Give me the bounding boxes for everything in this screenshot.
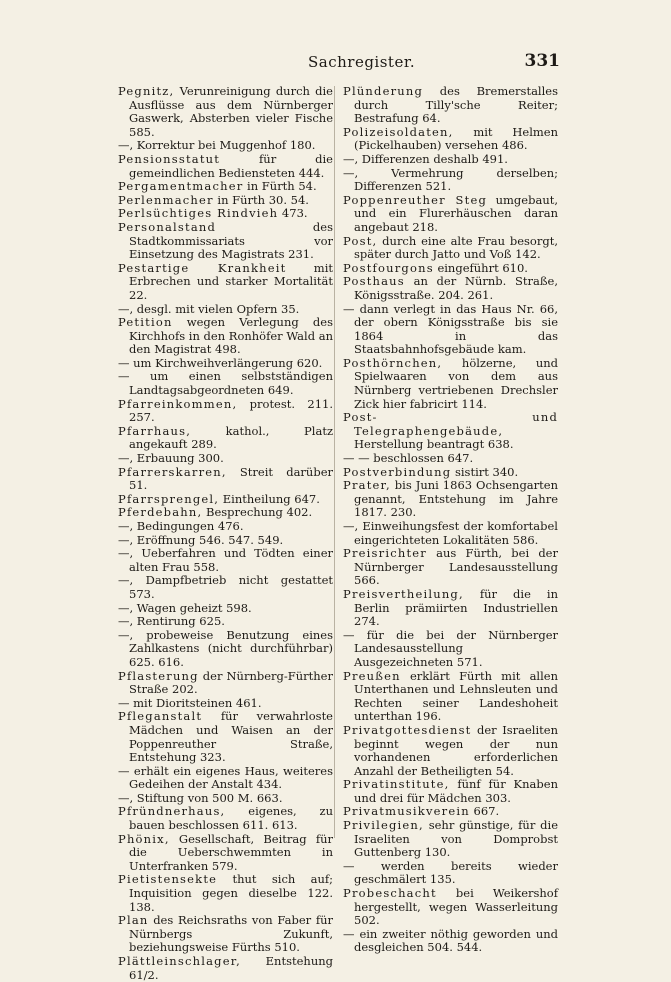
index-entry [118, 398, 333, 425]
entry-text: — für die bei der Nürnberger Landesausstellung Ausgezeichneten 571. [343, 627, 558, 669]
entry-text: fünf für Knaben und drei für Mädchen 303. [354, 777, 558, 805]
entry-headword: Pfarreinkommen, [118, 396, 238, 411]
index-entry [343, 167, 558, 194]
index-entry [118, 955, 333, 982]
entry-text: an der Nürnb. Straße, Königsstraße. 204. 261. [354, 274, 558, 302]
entry-text: — um Kirchweihverlängerung 620. [118, 355, 323, 370]
index-entry [118, 520, 333, 534]
index-entry [118, 85, 333, 139]
entry-text: des Reichsraths von Faber für Nürnbergs Zukunft, beziehungsweise Fürths 510. [129, 913, 333, 955]
index-entry [343, 819, 558, 860]
index-entry [343, 357, 558, 411]
entry-headword: Pflasterung [118, 668, 199, 683]
entry-text: Streit darüber 51. [129, 464, 333, 493]
entry-text: in Fürth 54. [243, 179, 317, 194]
index-entry [118, 914, 333, 955]
entry-headword: Probeschacht [343, 886, 437, 901]
entry-text: Verunreinigung durch die Ausflüsse aus dem Nürnberger Gaswerk, Absterben vieler Fische 585. [129, 84, 333, 139]
entry-text: —, Bedingungen 476. [118, 519, 244, 533]
index-entry [118, 697, 333, 711]
index-entry [118, 466, 333, 493]
entry-headword: Pfarrerskarren, [118, 464, 227, 479]
index-entry [343, 411, 558, 452]
entry-headword: Postfourgons [343, 260, 434, 275]
entry-headword: Pfarrsprengel, [118, 491, 220, 506]
entry-text: erklärt Fürth mit allen Unterthanen und Lehnsleuten und Rechten seiner Landeshoheit unterthan 196. [354, 668, 558, 724]
entry-text: der Nürnberg-Fürther Straße 202. [129, 668, 333, 697]
index-entry [343, 466, 558, 480]
entry-text: —, Dampfbetrieb nicht gestattet 573. [118, 573, 333, 601]
entry-headword: Perlsüchtiges Rindvieh [118, 206, 279, 221]
entry-text: mit Erbrechen und starker Mortalität 22. [129, 260, 333, 302]
index-entry [343, 724, 558, 778]
entry-text: hölzerne, und Spielwaaren von dem aus Nürnberg vertriebenen Drechsler Zick hier fabricirt 114. [354, 355, 558, 411]
entry-text: 473. [278, 206, 308, 221]
entry-headword: Privatmusikverein [343, 804, 470, 819]
entry-headword: Pergamentmacher [118, 179, 244, 194]
entry-headword: Pensionsstatut [118, 151, 221, 166]
entry-headword: Perlenmacher [118, 192, 214, 207]
entry-text: — dann verlegt in das Haus Nr. 66, der obern Königsstraße bis sie 1864 in das Staatsbahnhofsgebäude kam. [343, 301, 558, 357]
entry-text: für die in Berlin prämiirten Industriellen 274. [354, 586, 558, 629]
index-entry [343, 153, 558, 167]
index-entry [343, 126, 558, 153]
entry-text: durch eine alte Frau besorgt, später durch Jatto und Voß 142. [354, 233, 558, 262]
entry-headword: Posthörnchen, [343, 355, 443, 370]
index-entry [118, 493, 333, 507]
entry-headword: Post- und Telegraphengebäude, [343, 410, 558, 438]
index-entry [118, 602, 333, 616]
entry-text: wegen Verlegung des Kirchhofs in den Ronhöfer Wald an den Magistrat 498. [129, 315, 333, 357]
entry-text: —, Einweihungsfest der komfortabel eingerichteten Lokalitäten 586. [343, 519, 558, 547]
entry-headword: Pfarrhaus, [118, 423, 192, 438]
index-entry [118, 792, 333, 806]
entry-text: — um einen selbstständigen Landtagsabgeordneten 649. [118, 369, 333, 398]
entry-text: 667. [469, 804, 500, 819]
index-entry [118, 194, 333, 208]
entry-text: eigenes, zu bauen beschlossen 611. 613. [129, 804, 333, 833]
index-entry [343, 778, 558, 805]
index-entry [118, 547, 333, 574]
entry-headword: Post, [343, 233, 378, 248]
index-entry [343, 547, 558, 588]
entry-text: Besprechung 402. [202, 505, 313, 520]
index-entry [343, 194, 558, 235]
entry-text: mit Helmen (Pickelhauben) versehen 486. [354, 124, 558, 153]
index-entry [343, 670, 558, 724]
entry-text: —, Korrektur bei Muggenhof 180. [118, 138, 316, 153]
left-column [118, 85, 333, 982]
index-entry [118, 710, 333, 764]
index-entry [343, 805, 558, 819]
entry-headword: Pegnitz, [118, 84, 175, 98]
index-entry [118, 303, 333, 317]
entry-text: — erhält ein eigenes Haus, weiteres Gedeihen der Anstalt 434. [118, 763, 333, 792]
entry-text: des Bremerstalles durch Tilly'sche Reiter; Bestrafung 64. [354, 84, 558, 126]
index-entry [118, 615, 333, 629]
entry-text: sehr günstige, für die Israeliten von Domprobst Guttenberg 130. [354, 818, 558, 860]
entry-text: kathol., Platz angekauft 289. [129, 423, 333, 452]
index-entry [343, 479, 558, 520]
entry-text: in Fürth 30. 54. [213, 192, 309, 207]
index-entry [118, 873, 333, 914]
index-entry [118, 139, 333, 153]
entry-headword: Poppenreuther Steg [343, 192, 488, 207]
index-entry [118, 805, 333, 832]
entry-headword: Pfleganstalt [118, 709, 203, 724]
index-entry [118, 765, 333, 792]
index-entry [118, 316, 333, 357]
entry-headword: Personalstand [118, 219, 217, 234]
index-entry [118, 180, 333, 194]
entry-text: —, Eröffnung 546. 547. 549. [118, 532, 284, 547]
index-entry [118, 370, 333, 397]
entry-headword: Polizeisoldaten, [343, 124, 454, 139]
entry-text: —, desgl. mit vielen Opfern 35. [118, 301, 300, 316]
entry-headword: Pietistensekte [118, 872, 218, 887]
index-entry [118, 357, 333, 371]
entry-text: für die gemeindlichen Bediensteten 444. [129, 151, 333, 180]
index-entry [343, 275, 558, 302]
entry-text: —, Wagen geheizt 598. [118, 600, 252, 615]
index-entry [343, 452, 558, 466]
entry-text: —, Differenzen deshalb 491. [343, 151, 508, 166]
entry-headword: Pferdebahn, [118, 505, 203, 520]
entry-headword: Preisvertheilung, [343, 586, 464, 601]
entry-headword: Postverbindung [343, 464, 452, 479]
entry-text: umgebaut, und ein Flurerhäuschen daran angebaut 218. [354, 192, 558, 234]
index-entry [118, 153, 333, 180]
entry-text: —, probeweise Benutzung eines Zahlkastens (nicht durchführbar) 625. 616. [118, 627, 333, 669]
entry-text: protest. 211. 257. [129, 396, 333, 425]
entry-text: Gesellschaft, Beitrag für die Ueberschwemmten in Unterfranken 579. [129, 831, 333, 873]
entry-text: — — beschlossen 647. [343, 451, 474, 466]
entry-text: bei Weikershof hergestellt, wegen Wasserleitung 502. [354, 886, 558, 928]
entry-headword: Preisrichter [343, 546, 427, 561]
entry-text: —, Ueberfahren und Tödten einer alten Frau 558. [118, 546, 333, 574]
index-entry [118, 452, 333, 466]
page-number: 331 [524, 51, 560, 71]
entry-headword: Privilegien, [343, 818, 424, 833]
entry-headword: Plättleinschlager, [118, 954, 242, 968]
entry-text: Herstellung beantragt 638. [354, 437, 514, 452]
entry-headword: Preußen [343, 668, 401, 683]
entry-text: Entstehung 61/2. [129, 954, 333, 982]
entry-text: eingeführt 610. [433, 260, 528, 275]
entry-text: —, Vermehrung derselben; Differenzen 521. [343, 165, 558, 194]
entry-text: für verwahrloste Mädchen und Waisen an der Poppenreuther Straße, Entstehung 323. [129, 709, 333, 765]
entry-text: —, Erbauung 300. [118, 451, 224, 466]
page-header [118, 53, 560, 75]
entry-headword: Privatinstitute, [343, 777, 450, 792]
entry-text: der Israeliten beginnt wegen der nun vorhandenen erforderlichen Anzahl der Betheiligten 54. [354, 722, 558, 778]
entry-text: thut sich auf; Inquisition gegen dieselbe 122. 138. [129, 872, 333, 914]
index-entry [118, 629, 333, 670]
entry-headword: Privatgottesdienst [343, 722, 472, 737]
running-title: Sachregister. [308, 53, 416, 71]
entry-text: — werden bereits wieder geschmälert 135. [343, 858, 558, 887]
index-entry [118, 534, 333, 548]
entry-text: sistirt 340. [451, 464, 519, 479]
entry-text: —, Rentirung 625. [118, 614, 225, 629]
index-entry [343, 262, 558, 276]
entry-headword: Pfründnerhaus, [118, 804, 226, 819]
index-entry [118, 833, 333, 874]
index-entry [343, 860, 558, 887]
entry-text: aus Fürth, bei der Nürnberger Landesausstellung 566. [354, 546, 558, 588]
index-entry [118, 670, 333, 697]
index-entry [343, 85, 558, 126]
entry-headword: Plan [118, 913, 149, 928]
index-entry [343, 520, 558, 547]
index-entry [343, 928, 558, 955]
entry-text: bis Juni 1863 Ochsengarten genannt, Entstehung im Jahre 1817. 230. [354, 478, 558, 520]
index-entry [118, 262, 333, 303]
index-entry [343, 303, 558, 357]
entry-text: des Stadtkommissariats vor Einsetzung des Magistrats 231. [129, 219, 333, 262]
entry-headword: Petition [118, 315, 173, 330]
entry-text: — ein zweiter nöthig geworden und desgleichen 504. 544. [343, 926, 558, 955]
index-entry [118, 221, 333, 262]
entry-headword: Prater, [343, 478, 391, 493]
index-entry [118, 425, 333, 452]
entry-text: —, Stiftung von 500 M. 663. [118, 790, 283, 805]
right-column [343, 85, 558, 955]
entry-headword: Posthaus [343, 274, 405, 289]
index-entry [118, 207, 333, 221]
entry-text: Eintheilung 647. [219, 491, 320, 506]
index-entry [343, 235, 558, 262]
entry-headword: Plünderung [343, 84, 424, 98]
entry-headword: Phönix, [118, 831, 170, 846]
column-divider [334, 86, 335, 838]
index-entry [343, 588, 558, 629]
entry-text: — mit Dioritsteinen 461. [118, 695, 262, 710]
index-entry [118, 506, 333, 520]
index-entry [118, 574, 333, 601]
index-entry [343, 629, 558, 670]
index-entry [343, 887, 558, 928]
entry-headword: Pestartige Krankheit [118, 260, 287, 275]
